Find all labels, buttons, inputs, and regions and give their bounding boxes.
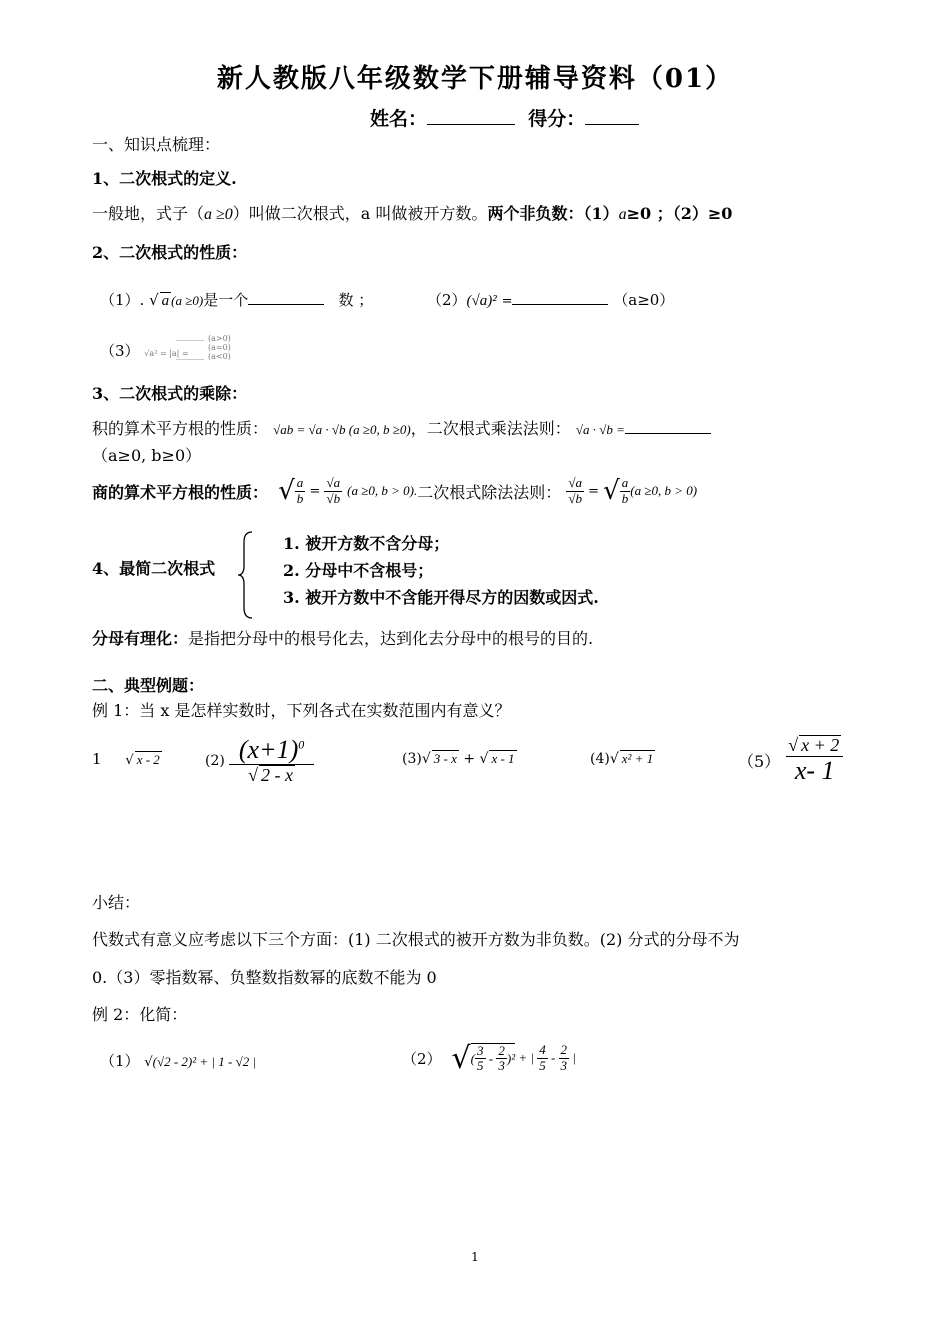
example2: 例 2：化简： xyxy=(92,1005,188,1024)
p3-line1: 积的算术平方根的性质： √ab = √a · √b (a ≥0, b ≥0)，二次根式乘法法则： √a · √b = xyxy=(92,416,711,439)
name-score-line xyxy=(370,104,639,131)
summary-label: 小结： xyxy=(92,893,141,912)
example1: 例 1：当 x 是怎样实数时，下列各式在实数范围内有意义？ xyxy=(92,701,511,720)
sqrt-icon: √ xyxy=(603,476,620,506)
sqrt-icon: √ xyxy=(278,476,295,506)
fraction: $\frac{(x+1)^0}{√ 2 - x}$ xyxy=(229,736,314,786)
score-label: 得分： xyxy=(528,108,586,130)
p4-list xyxy=(283,530,599,611)
summary-line2: 0.（3）零指数幂、负整数指数幂的底数不能为 0 xyxy=(92,968,437,987)
list-item: 1. 被开方数不含分母； xyxy=(283,534,450,553)
p1-heading: 1、二次根式的定义. xyxy=(92,169,237,188)
fraction: $\frac{a}{b}$ xyxy=(621,475,629,506)
ex2-item1: （1） √(√2 - 2)² + | 1 - √2 | xyxy=(100,1052,257,1070)
name-label: 姓名： xyxy=(370,108,428,130)
sqrt-icon: √ xyxy=(421,751,431,767)
section2-heading: 二、典型例题： xyxy=(92,676,205,695)
p4-heading: 4、最简二次根式 xyxy=(92,559,216,578)
sqrt-icon: √ xyxy=(788,734,799,755)
fraction: $\frac{√ x + 2}{x- 1}$ xyxy=(786,735,843,785)
p5-line: 分母有理化：是指把分母中的根号化去，达到化去分母中的根号的目的. xyxy=(92,629,594,648)
sqrt-icon: √ xyxy=(144,1055,153,1070)
fraction: $\frac{√a}{√b}$ xyxy=(326,475,341,506)
fraction: $\frac{√a}{√b}$ xyxy=(568,475,582,506)
p2-heading: 2、二次根式的性质： xyxy=(92,243,248,262)
p3-heading: 3、二次根式的乘除： xyxy=(92,384,248,403)
brace-icon xyxy=(236,530,256,620)
case-blanks[interactable] xyxy=(176,340,204,360)
sqrt-icon: √ xyxy=(125,753,134,768)
case-list: (a>0) (a=0) (a<0) xyxy=(208,334,231,361)
blank[interactable] xyxy=(248,304,324,305)
ex1-item2: (2) $\frac{(x+1)^0}{√ 2 - x}$ xyxy=(205,728,314,794)
p1-text: 一般地，式子（a ≥0）叫做二次根式，a 叫做被开方数。两个非负数：（1）a≥0 ；（2）≥0 xyxy=(92,204,733,223)
p3-line2: （a≥0, b≥0） xyxy=(92,446,202,465)
ex1-item5: （5） $\frac{√ x + 2}{x- 1}$ xyxy=(738,726,843,794)
p3-line3: 商的算术平方根的性质： √ $\frac{a}{b}$ = $\frac{√a}{√b}$ (a ≥0, b > 0). 二次根式除法法则： $\frac{√a}{√b}$ = √ $\frac{a}{b}$ (a ≥0, b > 0) xyxy=(92,475,698,506)
ex1-item1: 1 √ x - 2 xyxy=(92,750,160,768)
sqrt-icon: √ xyxy=(479,751,489,767)
page-title: 新人教版八年级数学下册辅导资料（01） xyxy=(216,64,734,94)
list-item: 3. 被开方数中不含能开得尽方的因数或因式. xyxy=(283,588,599,607)
radicand: ( $\frac{3}{5}$ - $\frac{2}{3}$ )² xyxy=(470,1042,516,1073)
section1-heading: 一、知识点梳理： xyxy=(92,135,221,154)
ex1-item4: (4)√ x² + 1 xyxy=(590,751,654,767)
sqrt-icon: √ xyxy=(149,291,159,309)
list-item: 2. 分母中不含根号； xyxy=(283,561,434,580)
sqrt-icon: √ xyxy=(609,751,619,767)
p2-item2: （2）(√a)² = （a≥0） xyxy=(427,291,675,309)
ex1-item3: (3)√ 3 - x + √ x - 1 xyxy=(402,751,515,767)
name-blank[interactable] xyxy=(427,124,515,125)
ex2-item2: （2） √ ( $\frac{3}{5}$ - $\frac{2}{3}$ )² + | $\frac{4}{5}$ - $\frac{2}{3}$ | xyxy=(402,1040,576,1076)
blank[interactable] xyxy=(512,304,608,305)
p2-item1: （1）. √ a (a ≥0)是一个 数 ； xyxy=(100,291,374,309)
sqrt-icon: √ xyxy=(451,1040,471,1076)
score-blank[interactable] xyxy=(585,124,639,125)
blank[interactable] xyxy=(625,433,711,434)
fraction: $\frac{a}{b}$ xyxy=(296,475,304,506)
summary-line1: 代数式有意义应考虑以下三个方面：(1) 二次根式的被开方数为非负数。(2) 分式的分母不为 xyxy=(92,930,740,949)
sqrt-icon: √ xyxy=(248,765,258,786)
page-number: 1 xyxy=(471,1250,479,1264)
p2-item3: （3） √a² = |a| = xyxy=(100,342,189,360)
